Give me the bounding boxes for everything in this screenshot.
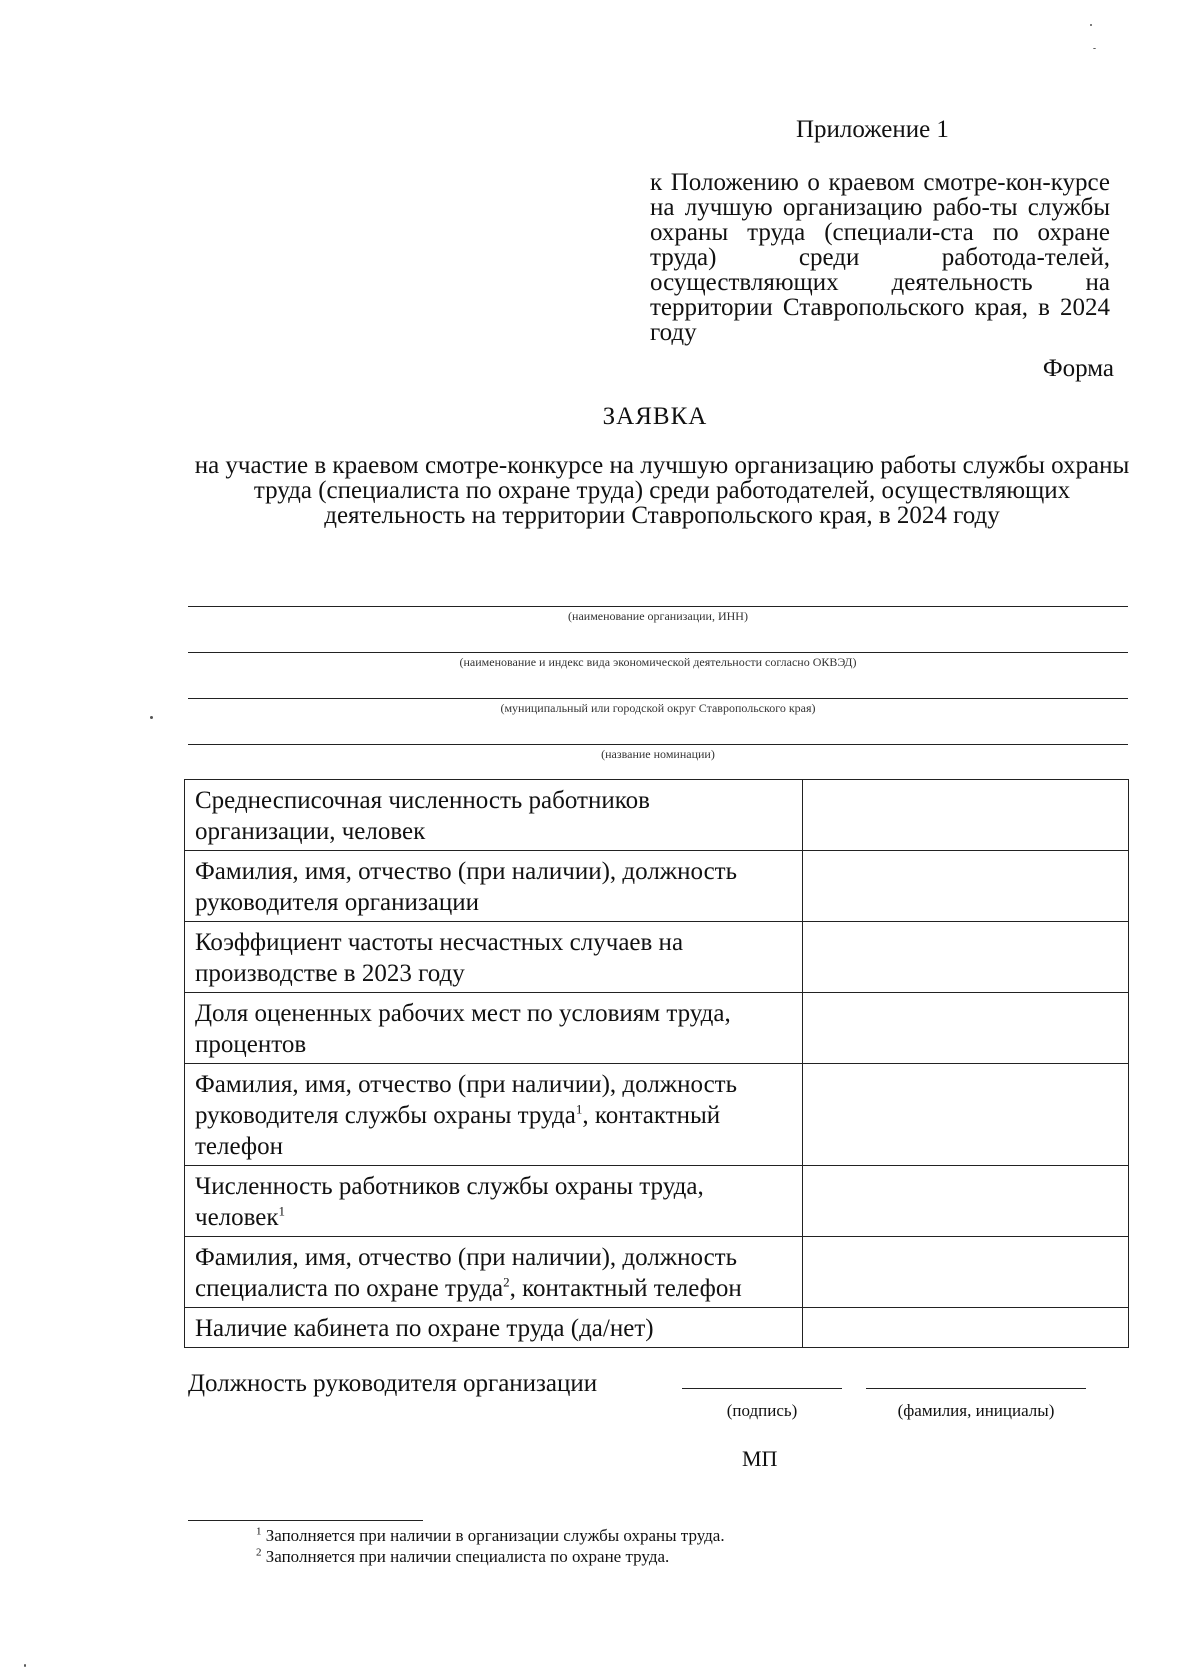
row-label: Коэффициент частоты несчастных случаев на производстве в 2023 году — [185, 922, 803, 993]
stamp-place-label: МП — [742, 1446, 778, 1471]
appendix-reference: к Положению о краевом смотре-кон-курсе на лучшую организацию рабо-ты службы охраны труда (специали-ста по охране труда) среди работода-телей, осуществляющих деятельность на территории Ставропольского края, в 2024 году — [650, 169, 1110, 346]
row-value-cell[interactable] — [802, 1166, 1128, 1237]
application-info-table — [184, 779, 1129, 1348]
row-value-cell[interactable] — [802, 922, 1128, 993]
scan-speck — [150, 716, 153, 719]
footnote-2: $^2$ Заполняется при наличии специалиста по охране труда. — [256, 1546, 670, 1566]
footnote-mark: 1 — [278, 1203, 286, 1219]
table-row — [185, 922, 1129, 993]
row-label: Численность работников службы охраны труда, человек$^1$ — [185, 1166, 803, 1237]
row-value-cell[interactable] — [802, 851, 1128, 922]
row-label: Доля оцененных рабочих мест по условиям труда, процентов — [185, 993, 803, 1064]
table-row — [185, 993, 1129, 1064]
scan-speck — [1090, 24, 1092, 26]
okved-line[interactable] — [188, 652, 1128, 653]
full-name-line[interactable] — [866, 1388, 1086, 1389]
row-label: Фамилия, имя, отчество (при наличии), должность специалиста по охране труда$^2$, контактный телефон — [185, 1237, 803, 1308]
scan-speck — [1093, 48, 1096, 49]
organization-name-line[interactable] — [188, 606, 1128, 607]
table-row — [185, 780, 1129, 851]
footnote-separator — [188, 1520, 423, 1521]
head-position-label: Должность руководителя организации — [188, 1370, 598, 1397]
row-label: Фамилия, имя, отчество (при наличии), должность руководителя службы охраны труда$^1$, контактный телефон — [185, 1064, 803, 1166]
nomination-caption: (название номинации) — [601, 747, 715, 761]
footnote-1: $^1$ Заполняется при наличии в организации службы охраны труда. — [256, 1525, 725, 1545]
form-label: Форма — [1042, 355, 1114, 382]
municipality-caption: (муниципальный или городской округ Ставропольского края) — [500, 701, 816, 715]
scan-speck — [24, 1664, 26, 1667]
row-value-cell[interactable] — [802, 1237, 1128, 1308]
row-label: Наличие кабинета по охране труда (да/нет) — [185, 1308, 803, 1348]
row-value-cell[interactable] — [802, 1064, 1128, 1166]
row-value-cell[interactable] — [802, 1308, 1128, 1348]
table-row — [185, 851, 1129, 922]
signature-line[interactable] — [682, 1388, 842, 1389]
nomination-line[interactable] — [188, 744, 1128, 745]
table-row — [185, 1064, 1129, 1166]
signature-caption: (подпись) — [726, 1401, 798, 1420]
row-label: Фамилия, имя, отчество (при наличии), должность руководителя организации — [185, 851, 803, 922]
document-title: ЗАЯВКА — [602, 403, 708, 430]
footnote-mark: 1 — [575, 1101, 583, 1117]
row-value-cell[interactable] — [802, 993, 1128, 1064]
appendix-title: Приложение 1 — [796, 116, 949, 143]
document-subtitle: на участие в краевом смотре-конкурсе на лучшую организацию работы службы охраны труда (специалиста по охране труда) среди работодателей, осуществляющих деятельность на территории Ставропольского края, в 2024 году — [194, 452, 1130, 529]
organization-name-caption: (наименование организации, ИНН) — [568, 609, 748, 623]
footnote-mark: 2 — [503, 1274, 510, 1290]
table-row — [185, 1237, 1129, 1308]
table-row — [185, 1308, 1129, 1348]
okved-caption: (наименование и индекс вида экономической деятельности согласно ОКВЭД) — [459, 655, 857, 669]
full-name-caption: (фамилия, инициалы) — [897, 1401, 1055, 1420]
table-row — [185, 1166, 1129, 1237]
municipality-line[interactable] — [188, 698, 1128, 699]
row-value-cell[interactable] — [802, 780, 1128, 851]
row-label: Среднесписочная численность работников организации, человек — [185, 780, 803, 851]
